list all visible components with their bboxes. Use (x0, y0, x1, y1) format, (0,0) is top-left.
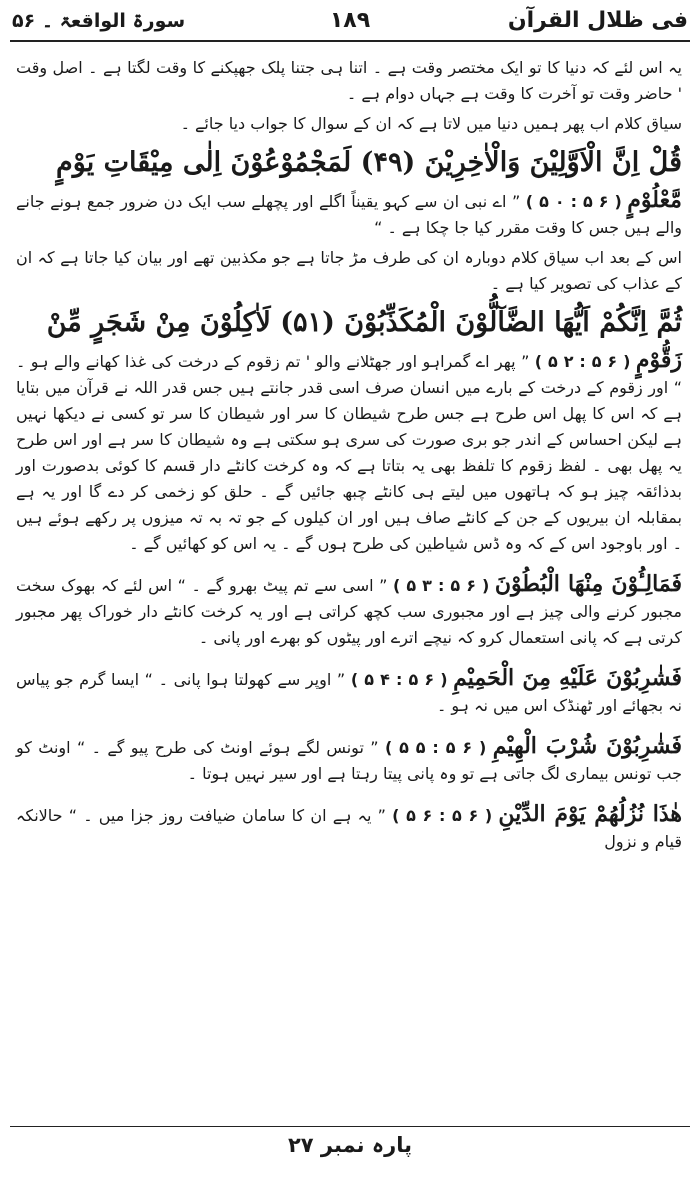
ayah-55: فَشٰرِبُوْنَ شُرْبَ الْهِیْمِ (492, 733, 683, 759)
ayah-54-block (16, 665, 682, 719)
ayah-54: فَشٰرِبُوْنَ عَلَیْهِ مِنَ الْحَمِیْمِ (453, 665, 683, 691)
ayah-ref-50: ( ۶ ۵ : ۰ ۵ ) (525, 192, 622, 211)
header-divider (10, 40, 690, 42)
ayah-ref-54: ( ۶ ۵ : ۴ ۵ ) (350, 670, 448, 689)
ayah-55-block (16, 733, 682, 787)
commentary-53: ” اسی سے تم پیٹ بھرو گے ۔ “ اس لئے کہ بھوک سخت مجبور کرنے والی چیز ہے اور مجبوری سب کچھ کراتی ہے اور یہ کرخت کانٹے دار خوراک پھر مجبور کرتی ہے کہ پانی استعمال کرو کہ نیچے اترے اور پیٹوں کو بھرے اور پانی ۔ (16, 576, 682, 647)
paragraph-4: اس کے بعد اب سیاق کلام دوبارہ ان کی طرف مڑ جاتا ہے جو مکذبین تھے اور بیان کیا جاتا ہے کہ ان کے عذاب کی تصویر کیا ہے ۔ (16, 248, 682, 293)
paragraph-2: سیاق کلام اب پھر ہمیں دنیا میں لاتا ہے کہ ان کے سوال کا جواب دیا جائے ۔ (180, 114, 682, 133)
book-title: فی ظلال القرآن (507, 8, 688, 33)
ayah-ref-55: ( ۶ ۵ : ۵ ۵ ) (384, 738, 487, 757)
ayah-56: هٰذَا نُزُلُهُمْ یَوْمَ الدِّیْنِ (498, 801, 683, 827)
commentary-55: ” تونس لگے ہوئے اونٹ کی طرح پیو گے ۔ “ اونٹ کو جب تونس بیماری لگ جاتی ہے تو وہ پانی پیتا رہتا ہے اور سیر نہیں ہوتا ۔ (16, 738, 682, 783)
footer-divider (10, 1126, 690, 1127)
page-header (12, 4, 688, 38)
commentary-54: ” اوپر سے کھولتا ہوا پانی ۔ “ ایسا گرم جو پیاس نہ بجھائے اور ٹھنڈک اس میں نہ ہو ۔ (16, 670, 682, 715)
ayah-53: فَمَالِـُٔوْنَ مِنْهَا الْبُطُوْنَ (494, 571, 683, 597)
surah-title: سورۃ الواقعۃ ۔ ۵۶ (12, 10, 186, 32)
commentary-52: ” پھر اے گمراہو اور جھٹلانے والو ' تم زقوم کے درخت کی غذا کھانے والے ہو ۔ “ اور زقوم کے درخت کے بارے میں انسان صرف اسی قدر جانتے ہیں جس قدر اللہ نے قرآن میں بتایا ہے کہ اس کا پھل اس طرح ہے جس طرح شیطان کا سر اور شیطان کا سر تو کسی نے دیکھا نہیں ہے لیکن احساس کے اندر جو بری صورت کی سری ہو سکتی ہے وہ شیطان کا سر ہے اور اس طرح یہ پھل بھی ۔ لفظ زقوم کا تلفظ بھی یہ بتاتا ہے کہ وہ کرخت کانٹے دار قسم کا کوئی بدصورت اور بدذائقہ چیز ہو کہ ہاتھوں میں لیتے ہی کانٹے چبھ جائیں گے ۔ حلق کو زخمی کر دے گا اور یہ ہے بمقابلہ ان بیریوں کے جن کے کانٹے صاف ہیں اور ان کیلوں کے جو تہ بہ تہ میزوں پر رکھے ہوئے ہیں ۔ اور باوجود اس کے کہ وہ ڈس شیاطین کی طرح ہوں گے ۔ یہ اس کو کھائیں گے ۔ (16, 352, 682, 553)
page-body (16, 55, 682, 859)
ayah-51-52: ثُمَّ اِنَّكُمْ اَیُّهَا الضَّآلُّوْنَ الْمُكَذِّبُوْنَ (۵۱) لَاٰكِلُوْنَ مِنْ شَجَرٍ مِّنْ (46, 307, 682, 338)
ayah-49-50: قُلْ اِنَّ الْاَوَّلِیْنَ وَالْاٰخِرِیْنَ (۴۹) لَمَجْمُوْعُوْنَ اِلٰی مِیْقَاتِ یَوْمٍ (56, 147, 682, 178)
ayah-ref-56: ( ۶ ۵ : ۶ ۵ ) (392, 806, 493, 825)
ayah-ref-52: ( ۶ ۵ : ۲ ۵ ) (534, 352, 631, 371)
ayah-52-end: زَقُّوْمٍ (635, 347, 682, 373)
ayah-50-translation (16, 187, 682, 241)
page-number: ۱۸۹ (329, 8, 371, 33)
commentary-56: ” یہ ہے ان کا سامان ضیافت روز جزا میں ۔ “ حالانکہ قیام و نزول (16, 806, 682, 851)
ayah-52-commentary (16, 347, 682, 557)
ayah-53-block (16, 571, 682, 651)
para-number: پارہ نمبر ۲۷ (287, 1133, 413, 1157)
ayah-50-end: مَّعْلُوْمٍ (627, 187, 682, 213)
ayah-56-block (16, 801, 682, 855)
paragraph-1: یہ اس لئے کہ دنیا کا تو ایک مختصر وقت ہے ۔ اتنا ہی جتنا پلک جھپکنے کا وقت لگتا ہے ۔ اصل وقت ' حاضر وقت تو آخرت کا وقت ہے جہاں دوام ہے ۔ (16, 58, 682, 103)
ayah-ref-53: ( ۶ ۵ : ۳ ۵ ) (392, 576, 490, 595)
translation-50: ” اے نبی ان سے کہو یقیناً اگلے اور پچھلے سب ایک دن ضرور جمع ہونے جانے والے ہیں جس کا وقت مقرر کیا جا چکا ہے ۔ “ (16, 192, 682, 237)
